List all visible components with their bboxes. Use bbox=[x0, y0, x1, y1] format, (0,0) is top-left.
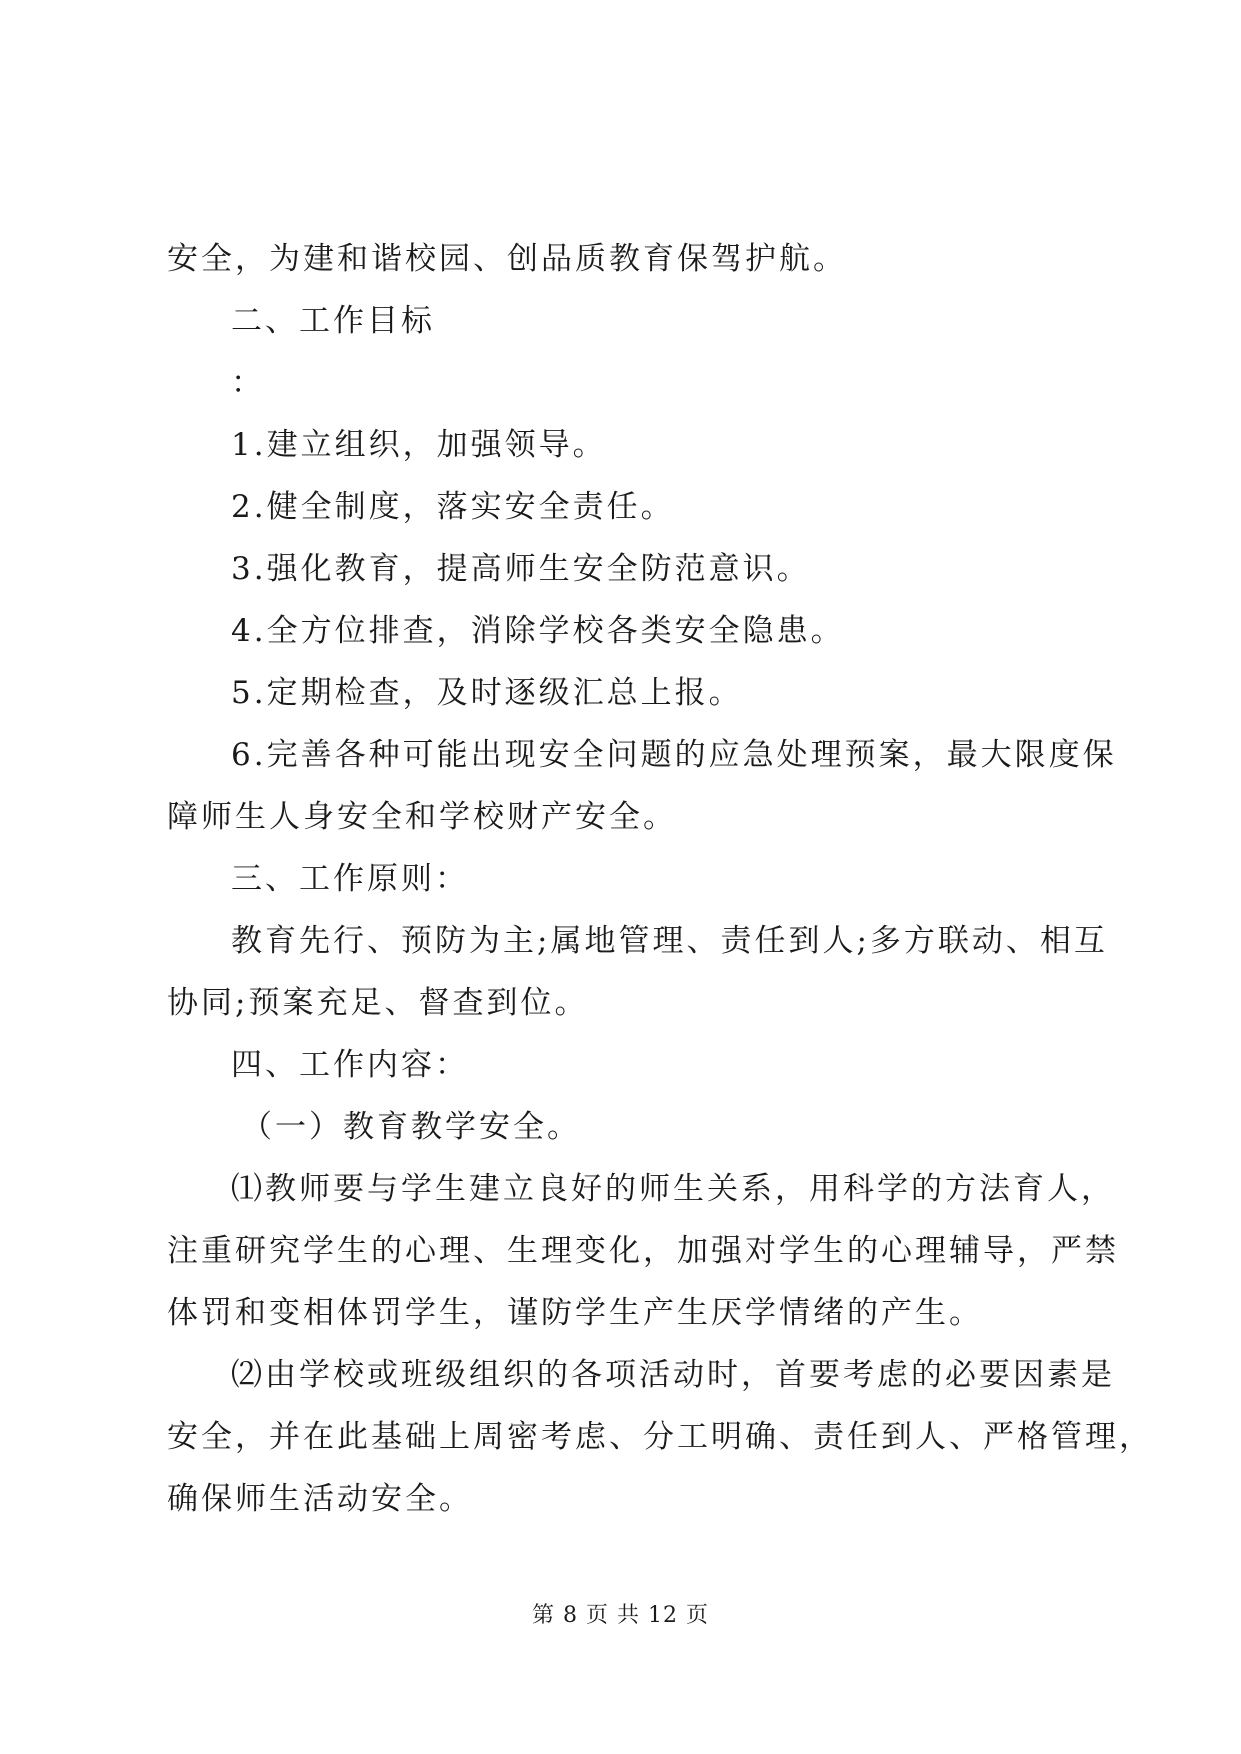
list-item-continuation: 障师生人身安全和学校财产安全。 bbox=[167, 799, 677, 835]
paragraph-line: ： bbox=[231, 365, 265, 401]
list-item: 6.完善各种可能出现安全问题的应急处理预案，最大限度保 bbox=[231, 737, 1117, 773]
document-body bbox=[167, 228, 1153, 1530]
section-heading: 三、工作原则： bbox=[231, 861, 469, 897]
list-item: 4.全方位排查，消除学校各类安全隐患。 bbox=[231, 613, 845, 649]
section-heading: 二、工作目标 bbox=[231, 303, 435, 339]
list-item: 5.定期检查，及时逐级汇总上报。 bbox=[231, 675, 743, 711]
list-item: 2.健全制度，落实安全责任。 bbox=[231, 489, 675, 525]
paragraph-line: 确保师生活动安全。 bbox=[167, 1481, 473, 1517]
paragraph-line: 协同;预案充足、督查到位。 bbox=[167, 985, 589, 1021]
list-item: 1.建立组织，加强领导。 bbox=[231, 427, 607, 463]
paragraph-line: ⑴教师要与学生建立良好的师生关系，用科学的方法育人， bbox=[231, 1171, 1115, 1207]
section-heading: 四、工作内容： bbox=[231, 1047, 469, 1083]
paragraph-line: 安全，并在此基础上周密考虑、分工明确、责任到人、严格管理， bbox=[167, 1419, 1153, 1455]
paragraph-line: 安全，为建和谐校园、创品质教育保驾护航。 bbox=[167, 241, 847, 277]
list-item: 3.强化教育，提高师生安全防范意识。 bbox=[231, 551, 811, 587]
paragraph-line: ⑵由学校或班级组织的各项活动时，首要考虑的必要因素是 bbox=[231, 1357, 1115, 1393]
subsection-heading: （一）教育教学安全。 bbox=[241, 1109, 581, 1145]
paragraph-line: 注重研究学生的心理、生理变化，加强对学生的心理辅导，严禁 bbox=[167, 1233, 1119, 1269]
page-footer: 第 8 页 共 12 页 bbox=[532, 1603, 709, 1628]
paragraph-line: 教育先行、预防为主;属地管理、责任到人;多方联动、相互 bbox=[231, 923, 1108, 959]
paragraph-line: 体罚和变相体罚学生，谨防学生产生厌学情绪的产生。 bbox=[167, 1295, 983, 1331]
